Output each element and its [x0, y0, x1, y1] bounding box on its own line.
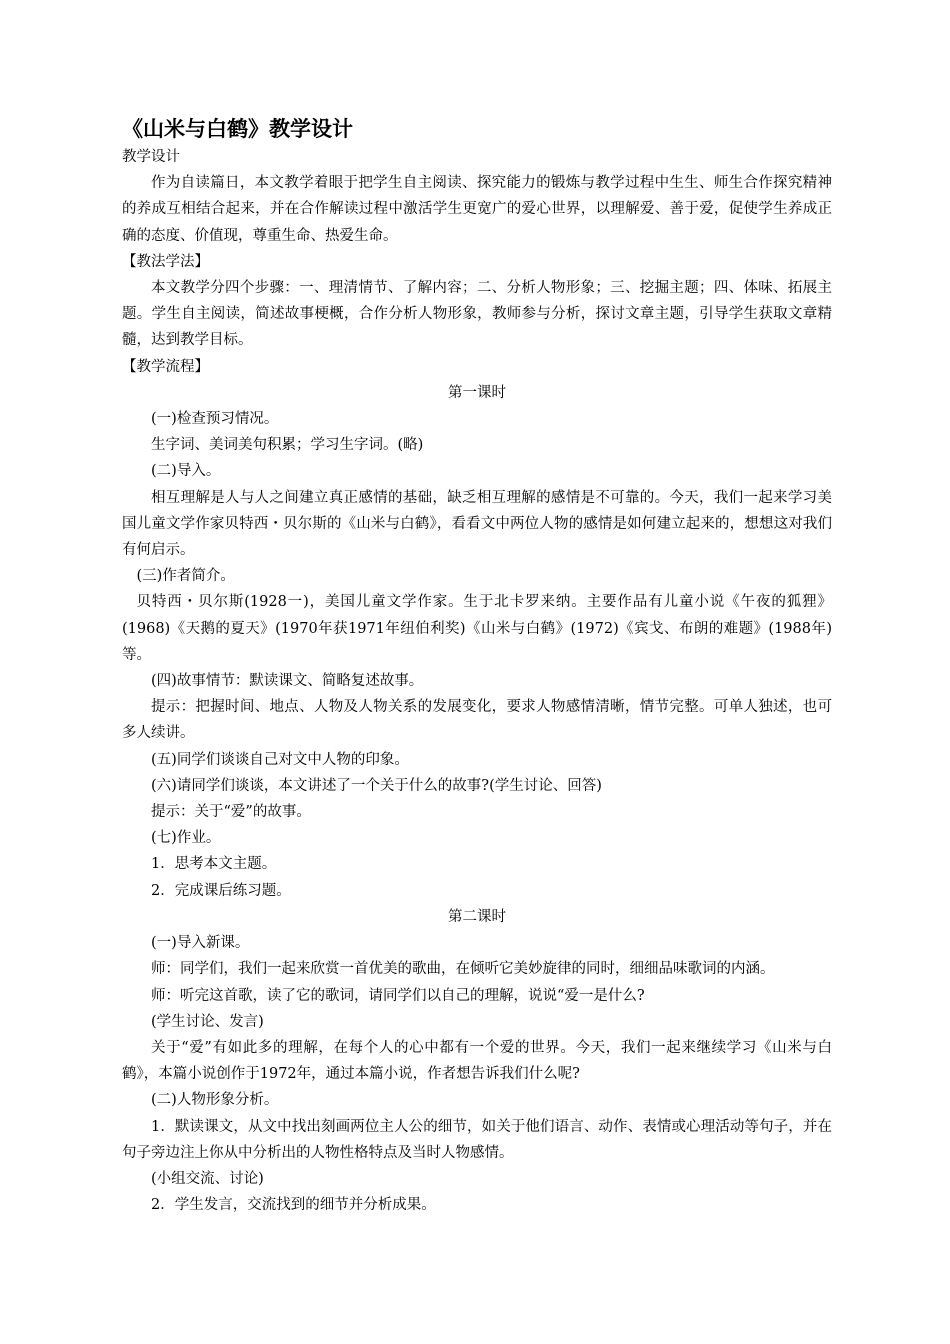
paragraph: 师：同学们，我们一起来欣赏一首优美的歌曲，在倾听它美妙旋律的同时，细细品味歌词的内涵。: [151, 961, 775, 978]
step-heading: (二)导入。: [151, 463, 221, 480]
paragraph: (学生讨论、发言): [151, 1013, 264, 1030]
section-label: 教学设计: [122, 149, 180, 165]
paragraph: (小组交流、讨论): [151, 1170, 264, 1187]
paragraph: 提示：把握时间、地点、人物及人物关系的发展变化，要求人物感情清晰，情节完整。可单人独述，也可多人续讲。: [122, 699, 832, 742]
step-heading: (六)请同学们谈谈，本文讲述了一个关于什么的故事?(学生讨论、回答): [151, 777, 602, 794]
paragraph: 关于“爱”有如此多的理解，在每个人的心中都有一个爱的世界。今天，我们一起来继续学习《山米与白鹤》，本篇小说创作于1972年，通过本篇小说，作者想告诉我们什么呢?: [122, 1039, 832, 1083]
step-heading: (一)检查预习情况。: [151, 411, 279, 428]
document-body: [122, 144, 832, 1218]
step-heading: (一)导入新课。: [151, 935, 250, 952]
paragraph: 作为自读篇日，本文教学着眼于把学生自主阅读、探究能力的锻炼与教学过程中生生、师生合作探究精神的养成互相结合起来，并在合作解读过程中激活学生更宽广的爱心世界，以理解爱、善于爱，促使学生养成正确的态度、价值现，尊重生命、热爱生命。: [122, 175, 832, 244]
lesson-heading: 第一课时: [448, 384, 506, 401]
paragraph: 师：听完这首歌，读了它的歌词，请同学们以自己的理解，说说“爱一是什么?: [151, 987, 645, 1004]
paragraph: 提示：关于“爱”的故事。: [151, 804, 311, 821]
step-heading: (四)故事情节：默读课文、简略复述故事。: [151, 673, 424, 690]
list-item: 1．默读课文，从文中找出刻画两位主人公的细节，如关于他们语言、动作、表情或心理活动等句子，并在句子旁边注上你从中分析出的人物性格特点及当时人物感情。: [122, 1118, 832, 1161]
lesson-heading: 第二课时: [448, 908, 506, 925]
paragraph: 相互理解是人与人之间建立真正感情的基础，缺乏相互理解的感情是不可靠的。今天，我们一起来学习美国儿童文学作家贝特西・贝尔斯的《山米与白鹤》，看看文中两位人物的感情是如何建立起来的，想想这对我们有何启示。: [122, 489, 832, 559]
paragraph: 贝特西・贝尔斯(1928一)，美国儿童文学作家。生于北卡罗来纳。主要作品有儿童小说《午夜的狐狸》(1968)《天鹅的夏天》(1970年获1971年纽伯利奖)《山米与白鹤》(1972)《宾戈、布朗的难题》(1988年)等。: [122, 594, 832, 663]
step-heading: (七)作业。: [151, 830, 221, 847]
list-item: 1．思考本文主题。: [151, 856, 277, 873]
step-heading: (五)同学们谈谈自己对文中人物的印象。: [151, 751, 409, 768]
step-heading: (二)人物形象分析。: [151, 1092, 279, 1109]
document-title: 《山米与白鹤》教学设计: [122, 117, 353, 141]
section-heading: 【教法学法】: [122, 253, 209, 270]
list-item: 2．学生发言，交流找到的细节并分析成果。: [151, 1197, 436, 1214]
paragraph: 生字词、美词美句积累；学习生字词。(略): [151, 437, 424, 454]
list-item: 2．完成课后练习题。: [151, 882, 291, 899]
step-heading: (三)作者简介。: [136, 568, 235, 585]
section-heading: 【教学流程】: [122, 358, 209, 375]
paragraph: 本文教学分四个步骤：一、理清情节、了解内容；二、分析人物形象；三、挖掘主题；四、体味、拓展主题。学生自主阅读，简述故事梗概，合作分析人物形象，教师参与分析，探讨文章主题，引导学生获取文章精髓，达到教学目标。: [122, 280, 832, 349]
